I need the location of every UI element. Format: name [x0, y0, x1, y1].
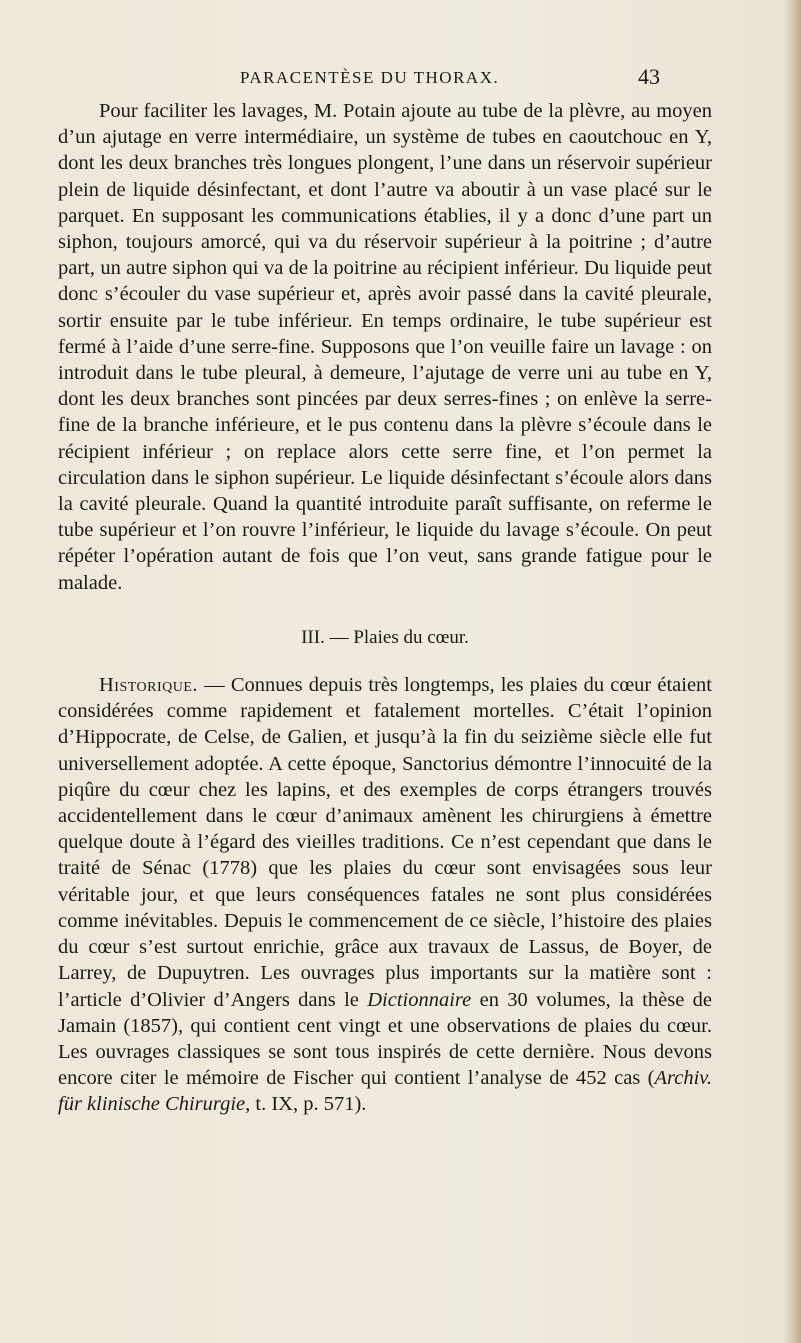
- paragraph-historique: [58, 672, 712, 1117]
- body-text: [58, 98, 712, 1118]
- italic-title: Archiv. für klinische Chirurgie: [58, 1067, 712, 1116]
- paragraph-text: — Connues depuis très longtemps, les plaies du cœur étaient considérées comme rapidement et fatalement mortelles. C’était l’opinion d’Hippocrate, de Celse, de Galien, et jusqu’à la fin du seizième siècle elle fut universellement adoptée. A cette époque, Sanctorius démontre l’innocuité de la piqûre du cœur chez les lapins, et des exemples de corps étrangers trouvés accidentellement dans le cœur d’animaux amènent les chirurgiens à émettre quelque doute à l’égard des vieilles traditions. Ce n’est cependant que dans le traité de Sénac (1778) que les plaies du cœur sont envisagées sous leur véritable jour, et que leurs conséquences fatales ne sont plus considérées comme inévitables. Depuis le commencement de ce siècle, l’histoire des plaies du cœur s’est surtout enrichie, grâce aux travaux de Lassus, de Boyer, de Larrey, de Dupuytren. Les ouvrages plus importants sur la matière sont : l’article d’Olivier d’Angers dans le: [58, 674, 712, 1011]
- section-title: III. — Plaies du cœur.: [301, 626, 469, 648]
- page-number: 43: [638, 64, 660, 89]
- paragraph-lead: Historique.: [99, 674, 199, 697]
- paragraph-text: , t. IX, p. 571).: [245, 1093, 367, 1116]
- page-header: [240, 64, 660, 92]
- paragraph-lavages: Pour faciliter les lavages, M. Potain ajoute au tube de la plèvre, au moyen d’un ajutage en verre intermédiaire, un système de tubes en caoutchouc en Y, dont les deux branches très longues plongent, l’une dans un réservoir supérieur plein de liquide désinfectant, et dont l’autre va aboutir à un vase placé sur le parquet. En supposant les communications établies, il y a donc d’une part un siphon, toujours amorcé, qui va du réservoir supérieur à la poitrine ; d’autre part, un autre siphon qui va de la poitrine au récipient inférieur. Du liquide peut donc s’écouler du vase supérieur et, après avoir passé dans la cavité pleurale, sortir ensuite par le tube inférieur. En temps ordinaire, le tube supérieur est fermé à l’aide d’une serre-fine. Supposons que l’on veuille faire un lavage : on introduit dans le tube pleural, à demeure, l’ajutage de verre uni au tube en Y, dont les deux branches sont pincées par deux serres-fines ; on enlève la serre-fine de la branche inférieure, et le pus contenu dans la plèvre s’écoule dans le récipient inférieur ; on replace alors cette serre fine, et l’on permet la circulation dans le siphon supérieur. Le liquide désinfectant s’écoule alors dans la cavité pleurale. Quand la quantité introduite paraît suffisante, on referme le tube supérieur et l’on rouvre l’inférieur, le liquide du lavage s’écoule. On peut répéter l’opération autant de fois que l’on veut, sans grande fatigue pour le malade.: [58, 100, 712, 594]
- running-head: PARACENTÈSE DU THORAX.: [240, 68, 500, 87]
- paragraph-text: en 30 volumes, la thèse de Jamain (1857), qui contient cent vingt et une observations de plaies du cœur. Les ouvrages classiques se sont tous inspirés de cette dernière. Nous devons encore citer le mémoire de Fischer qui contient l’analyse de 452 cas (: [58, 988, 712, 1090]
- italic-title: Dictionnaire: [367, 988, 472, 1011]
- page-edge-shadow: [783, 0, 801, 1343]
